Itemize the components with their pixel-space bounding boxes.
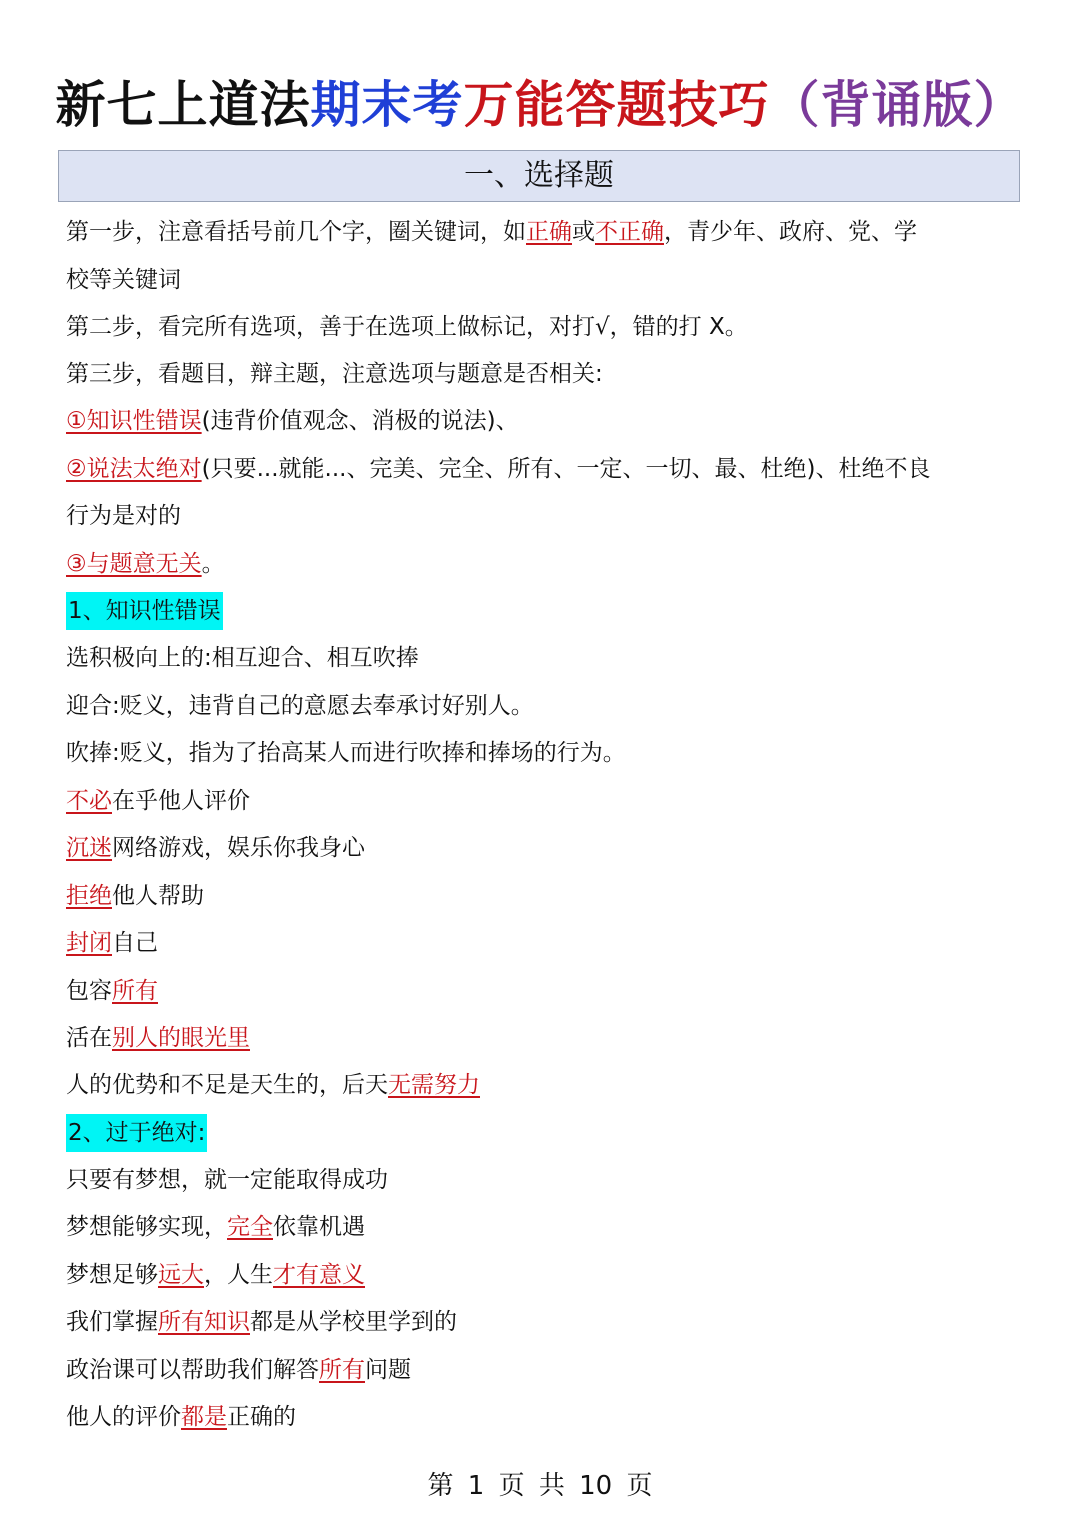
title-part-4: （背诵版）	[769, 75, 1025, 134]
list-item	[66, 1399, 296, 1435]
error-type-1-label: ①知识性错误	[66, 408, 202, 434]
keyword-correct: 正确	[526, 219, 572, 245]
list-item	[66, 878, 204, 914]
item-text: 我们掌握	[66, 1309, 158, 1335]
step1-or: 或	[572, 219, 595, 245]
item-text: 网络游戏，娱乐你我身心	[112, 835, 365, 861]
keyword: 所有	[319, 1357, 365, 1383]
item-text: 他人帮助	[112, 883, 204, 909]
keyword: 沉迷	[66, 835, 112, 861]
list-item	[66, 925, 158, 961]
item-text: 他人的评价	[66, 1404, 181, 1430]
error-type-2-continuation: 行为是对的	[66, 503, 181, 529]
list-item	[66, 1257, 365, 1293]
item-text: 人的优势和不足是天生的，后天	[66, 1072, 388, 1098]
item-text: 都是从学校里学到的	[250, 1309, 457, 1335]
error-type-2-label: ②说法太绝对	[66, 456, 202, 482]
item-text: 正确的	[227, 1404, 296, 1430]
list-item	[66, 783, 250, 819]
subheading-knowledge-errors	[66, 593, 223, 629]
list-item: 选积极向上的:相互迎合、相互吹捧	[66, 645, 419, 671]
item-text: 问题	[365, 1357, 411, 1383]
keyword: 封闭	[66, 930, 112, 956]
list-item	[66, 1304, 457, 1340]
keyword: 远大	[158, 1262, 204, 1288]
step2-line: 第二步，看完所有选项，善于在选项上做标记，对打√，错的打 X。	[66, 314, 748, 340]
page-title	[0, 70, 1080, 140]
step1-continuation: 校等关键词	[66, 267, 181, 293]
list-item: 迎合:贬义，违背自己的意愿去奉承讨好别人。	[66, 693, 534, 719]
title-part-2: 期末考	[310, 75, 464, 134]
keyword-incorrect: 不正确	[595, 219, 664, 245]
error-type-3	[66, 546, 225, 582]
subheading-1-text: 1、知识性错误	[66, 592, 223, 630]
list-item: 只要有梦想，就一定能取得成功	[66, 1167, 388, 1193]
item-text: 自己	[112, 930, 158, 956]
keyword: 所有	[112, 978, 158, 1004]
keyword: 拒绝	[66, 883, 112, 909]
list-item	[66, 1020, 250, 1056]
list-item	[66, 1067, 480, 1103]
error-type-2-desc: (只要...就能...、完美、完全、所有、一定、一切、最、杜绝)、杜绝不良	[201, 456, 931, 482]
error-type-3-label: ③与题意无关	[66, 551, 202, 577]
keyword: 才有意义	[273, 1262, 365, 1288]
item-text: 活在	[66, 1025, 112, 1051]
step3-line: 第三步，看题目，辩主题，注意选项与题意是否相关:	[66, 361, 603, 387]
item-text: ，人生	[204, 1262, 273, 1288]
keyword: 完全	[227, 1214, 273, 1240]
error-type-3-end: 。	[201, 551, 225, 577]
step1-text-end: ，青少年、政府、党、学	[664, 219, 917, 245]
list-item	[66, 1352, 411, 1388]
subheading-too-absolute	[66, 1115, 207, 1151]
item-text: 在乎他人评价	[112, 788, 250, 814]
list-item	[66, 830, 365, 866]
list-item	[66, 973, 158, 1009]
step1-line	[66, 214, 917, 250]
keyword: 不必	[66, 788, 112, 814]
error-type-1	[66, 403, 519, 439]
title-part-1: 新七上道法	[55, 75, 311, 134]
item-text: 梦想足够	[66, 1262, 158, 1288]
error-type-1-desc: (违背价值观念、消极的说法)、	[201, 408, 519, 434]
error-type-2	[66, 451, 930, 487]
item-text: 政治课可以帮助我们解答	[66, 1357, 319, 1383]
item-text: 包容	[66, 978, 112, 1004]
list-item: 吹捧:贬义，指为了抬高某人而进行吹捧和捧场的行为。	[66, 740, 626, 766]
subheading-2-text: 2、过于绝对:	[66, 1114, 207, 1152]
keyword: 无需努力	[388, 1072, 480, 1098]
list-item	[66, 1209, 365, 1245]
page-number: 第 1 页 共 10 页	[427, 1471, 653, 1501]
step1-text: 第一步，注意看括号前几个字，圈关键词，如	[66, 219, 526, 245]
keyword: 都是	[181, 1404, 227, 1430]
keyword: 别人的眼光里	[112, 1025, 250, 1051]
keyword: 所有知识	[158, 1309, 250, 1335]
section-header: 一、选择题	[58, 150, 1020, 202]
item-text: 梦想能够实现，	[66, 1214, 227, 1240]
item-text: 依靠机遇	[273, 1214, 365, 1240]
title-part-3: 万能答题技巧	[463, 75, 770, 134]
